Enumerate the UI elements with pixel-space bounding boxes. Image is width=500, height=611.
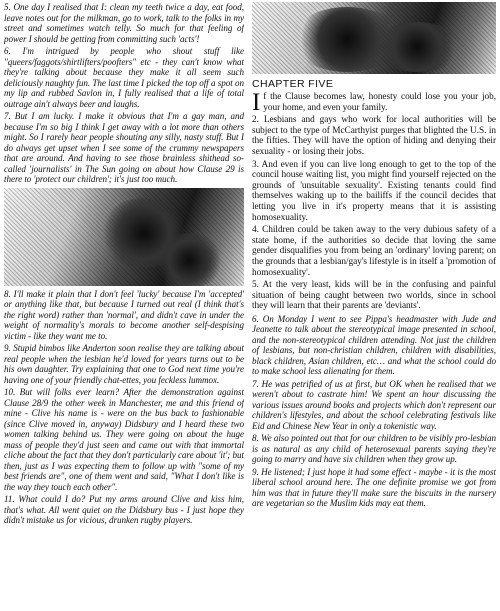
left-paragraph-8: 8. I'll make it plain that I don't feel 'lucky' because I'm 'accepted' or anything like that, but because I turned out real (I think that's the right word) rather than 'normal', and didn't cave in under the weight of normality's morals to become another self-despising victim - like they want me to. — [4, 288, 244, 341]
right-paragraph-6: 6. On Monday I went to see Pippa's headmaster with Jude and Jeanette to talk about the stereotypical image presented in school, and the non-stereotypical children attending. Not just the children of lesbians, but non-christian children, children with disabilities, black children, Asian children, etc… and what the school could do to make school less alienating for them. — [252, 313, 496, 377]
left-paragraph-6: 6. I'm intrigued by people who shout stuff like "queers/faggots/shirtlifters/poofters" etc - they can't know what they're talking about because they make it all seem such deliciously naughty fun. The last time I picked the top off a spot on my lip and rubbed Savlon in, I fully realised that a life of total outrage ain't always beer and laughs. — [4, 46, 244, 109]
halftone-photo-right — [252, 2, 496, 74]
left-paragraph-10: 10. But will folks ever learn? After the demonstration against Clause 28/9 the other week in Manchester, me and this friend of mine - Clive his name is - were on the bus back to fashionable (since Clive moved in, anyway) Didsbury and I heard these two women talking behind us. They were going on about the huge mass of people they'd just seen and came out with that immortal cliche about the fact that they don't particularly care about 'it'; but then, just as I was expecting them to follow up with "some of my best friends are", one of them went and said, "What I don't like is the way they touch each other". — [4, 387, 244, 492]
left-paragraph-9: 9. Stupid bimbos like Anderton soon realise they are talking about real people when the lesbian he'd loved for years turns out to be his own daughter. Try explaining that one to God next time you're having one of your friendly chat-ettes, you feckless lummox. — [4, 343, 244, 385]
photo-figure — [154, 233, 224, 286]
right-paragraph-4: 4. Children could be taken away to the very dubious safety of a state home, if the authorities so decide that loving the same gender disqualifies you from being an 'ordinary' loving parent; on the grounds that a lesbian/gay's lifestyle is in itself a 'promotion of homosexuality'. — [252, 225, 496, 278]
left-paragraph-5: 5. One day I realised that I: clean my teeth twice a day, eat food, leave notes out for the milkman, go to work, talk to the folks in my street and sometimes watch telly. So much for that feeling of power I should be getting from committing such 'acts'! — [4, 2, 244, 44]
right-paragraph-5: 5. At the very least, kids will be in the confusing and painful situation of being caught between two worlds, since in school they will learn that their parents are 'deviants'. — [252, 280, 496, 312]
left-paragraph-7: 7. But I am lucky. I make it obvious that I'm a gay man, and because I'm so big I think I get away with a lot more than others might. So I rarely hear people shouting any silly, nasty stuff. But I do always get upset when I see some of the crummy newspapers that are around. And having to see those brainless shithead so-called 'journalists' in The Sun going on about how Clause 29 is there to 'protect our children'; it's just too much. — [4, 111, 244, 184]
right-paragraph-8: 8. We also pointed out that for our children to be visibly pro-lesbian is as natural as any child of heterosexual parents saying they're going to marry and have six children when they grow up. — [252, 433, 496, 465]
chapter-heading: CHAPTER FIVE — [252, 78, 334, 90]
drop-cap: I — [252, 92, 261, 114]
left-column — [4, 2, 244, 608]
right-paragraph-7: 7. He was petrified of us at first, but OK when he realised that we weren't about to castrate him! We spent an hour discussing the various issues around books and projects which don't represent our children's lifestyles, and about the school celebrating festivals like Eid and Chinese New Year in only a tokenistic way. — [252, 378, 496, 431]
halftone-photo-top — [4, 188, 244, 286]
right-paragraph-1-text: f the Clause becomes law, honesty could lose you your job, your home, and even your family. — [263, 92, 496, 113]
right-paragraph-1 — [252, 92, 496, 113]
left-paragraph-11: 11. What could I do? Put my arms around Clive and kiss him, that's what. All went quiet on the Didsbury bus - I just hope they didn't mistake us for vicious, drunken rugby players. — [4, 494, 244, 525]
photo-figure — [372, 22, 462, 72]
right-paragraph-2: 2. Lesbians and gays who work for local authorities will be subject to the type of McCarthyist purges that blighted the U.S. in the fifties. They will have the option of hiding and denying their sexuality - or losing their jobs. — [252, 115, 496, 157]
right-paragraph-3: 3. And even if you can live long enough to get to the top of the council house waiting list, you might find yourself rejected on the grounds of 'unsuitable sexuality'. Existing tenants could find themselves waking up to the bailiffs if the council decides that letting you live in it's property means that it is assisting homosexuality. — [252, 159, 496, 223]
right-paragraph-9: 9. He listened; I just hope it had some effect - maybe - it is the most liberal school around here. The one definite promise we got from him was that in future they'll make sure the biscuits in the nursery are vegetarian so the Muslim kids may eat them. — [252, 466, 496, 509]
right-column — [252, 2, 496, 608]
